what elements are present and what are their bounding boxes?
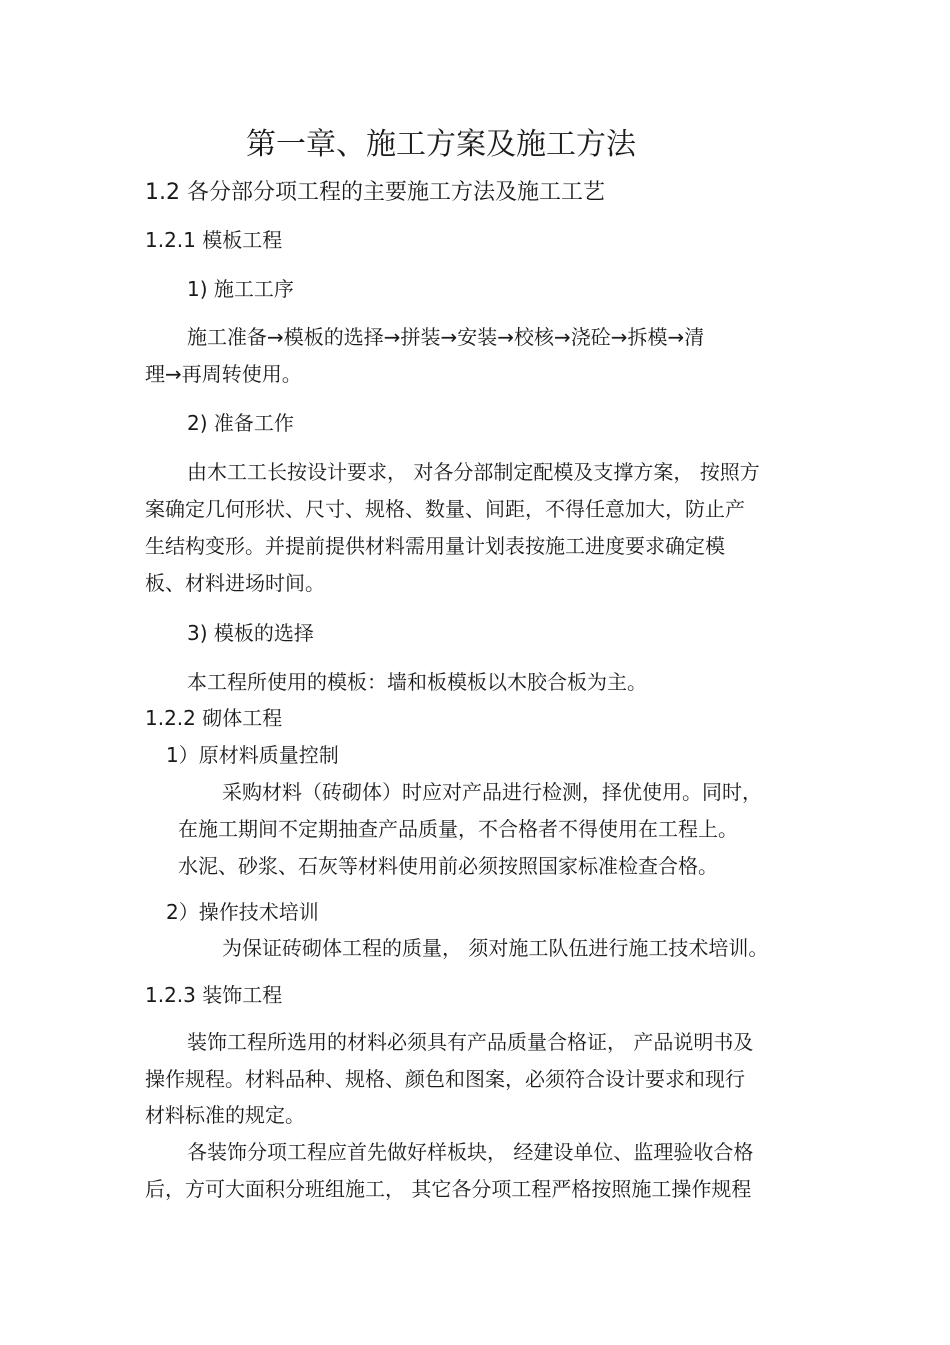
paragraph-line: 本工程所使用的模板：墙和板模板以木胶合板为主。 [187,670,647,694]
paragraph-line: 水泥、砂浆、石灰等材料使用前必须按照国家标准检查合格。 [178,854,718,878]
subsection-heading-1-2-3: 1.2.3 装饰工程 [145,983,283,1007]
paragraph-line: 各装饰分项工程应首先做好样板块， 经建设单位、监理验收合格 [187,1140,754,1164]
paragraph-line: 由木工工长按设计要求， 对各分部制定配模及支撑方案， 按照方 [187,460,760,484]
item-heading-technical-training: 2）操作技术培训 [166,900,319,924]
section-heading-1-2: 1.2 各分部分项工程的主要施工方法及施工工艺 [145,180,605,205]
subsection-heading-1-2-1: 1.2.1 模板工程 [145,228,283,252]
paragraph-line: 采购材料（砖砌体）时应对产品进行检测，择优使用。同时， [222,780,762,804]
paragraph-line: 板、材料进场时间。 [145,571,325,595]
paragraph-line: 施工准备→模板的选择→拼装→安装→校核→浇砼→拆模→清 [187,325,705,349]
paragraph-line: 后，方可大面积分班组施工， 其它各分项工程严格按照施工操作规程 [145,1177,752,1201]
paragraph-line: 生结构变形。并提前提供材料需用量计划表按施工进度要求确定模 [145,534,725,558]
paragraph-line: 材料标准的规定。 [145,1103,305,1127]
paragraph-line: 在施工期间不定期抽查产品质量，不合格者不得使用在工程上。 [178,817,738,841]
subsection-heading-1-2-2: 1.2.2 砌体工程 [145,706,283,730]
paragraph-line: 为保证砖砌体工程的质量， 须对施工队伍进行施工技术培训。 [222,936,769,960]
item-heading-material-quality: 1）原材料质量控制 [166,743,339,767]
item-heading-preparation: 2) 准备工作 [187,411,294,435]
item-heading-formwork-selection: 3) 模板的选择 [187,621,314,645]
paragraph-line: 操作规程。材料品种、规格、颜色和图案，必须符合设计要求和现行 [145,1067,745,1091]
item-heading-construction-sequence: 1) 施工工序 [187,277,294,301]
paragraph-line: 案确定几何形状、尺寸、规格、数量、间距，不得任意加大，防止产 [145,497,745,521]
chapter-title: 第一章、施工方案及施工方法 [246,127,636,162]
paragraph-line: 理→再周转使用。 [145,362,302,386]
paragraph-line: 装饰工程所选用的材料必须具有产品质量合格证， 产品说明书及 [187,1030,754,1054]
